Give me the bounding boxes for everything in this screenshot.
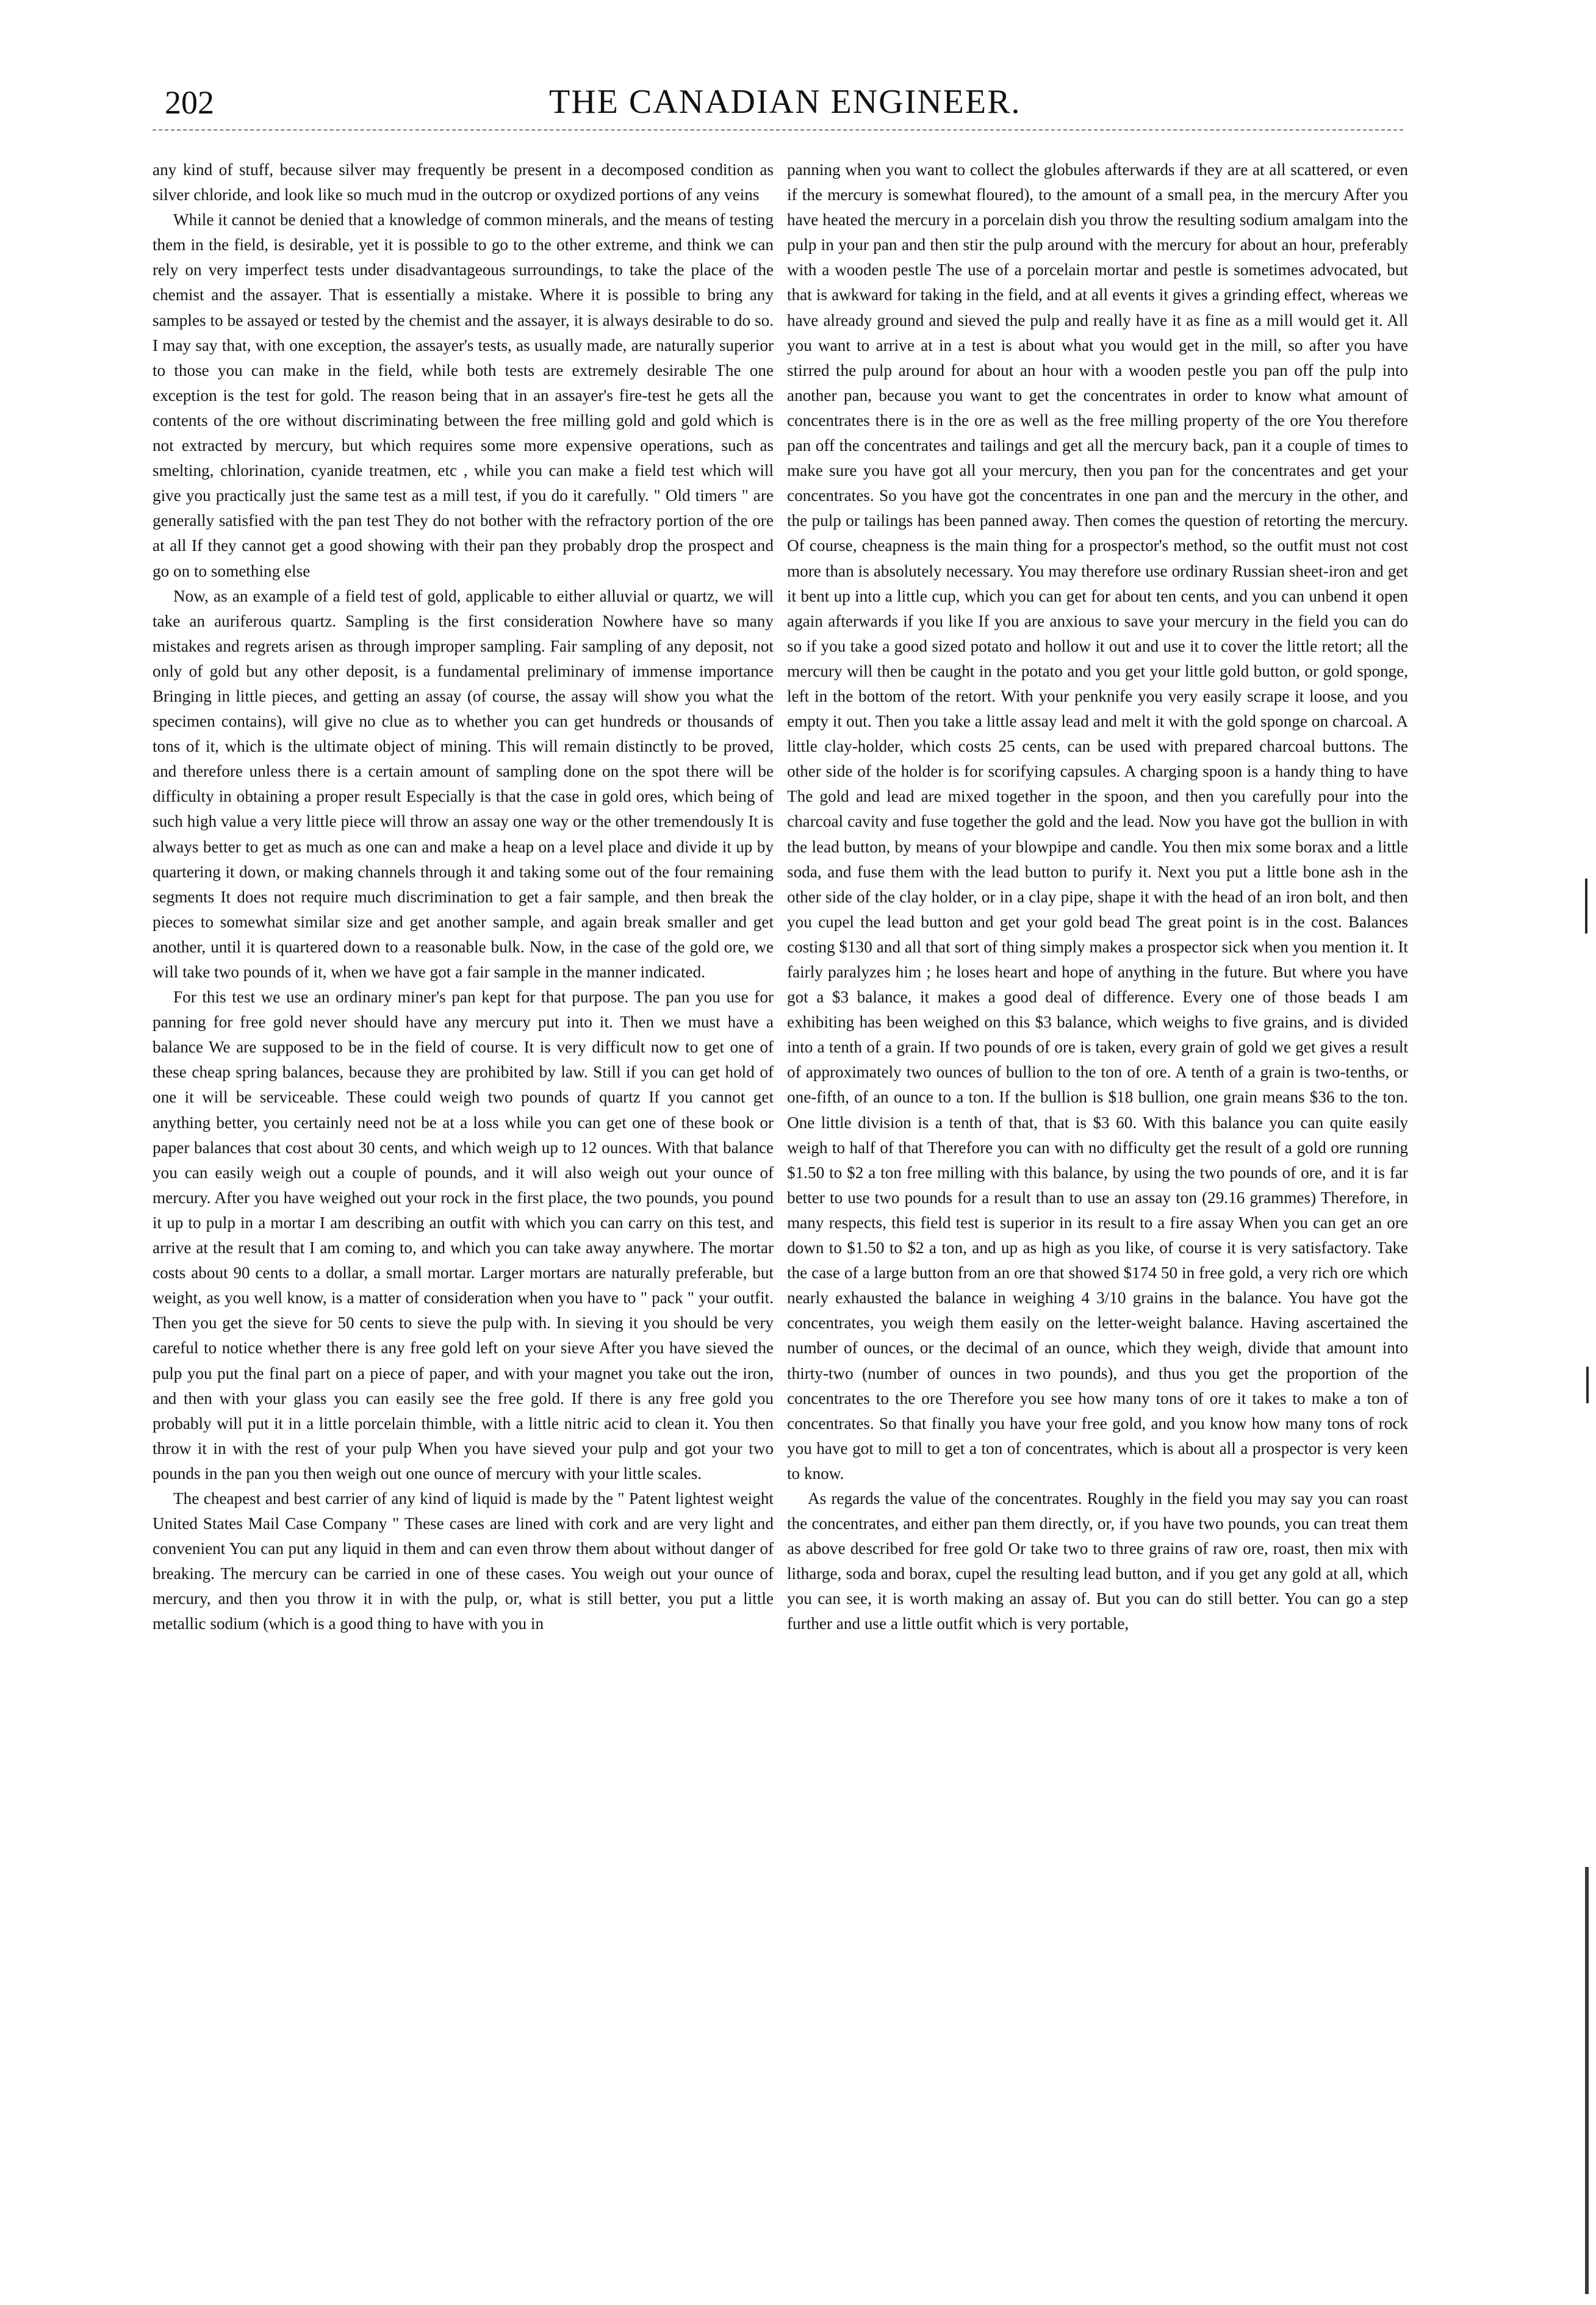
scan-margin-mark	[1585, 879, 1587, 933]
paragraph: Now, as an example of a field test of gold, applicable to either alluvial or quartz, we will take an auriferous quartz. Sampling is the first consideration Nowhere have so many mistakes and regrets arisen as through improper sampling. Fair sampling of any deposit, not only of gold but any other deposit, is a fundamental preliminary of immense importance Bringing in little pieces, and getting an assay (of course, the assay will show you what the specimen contains), will give no clue as to whether you can get hundreds or thousands of tons of it, which is the ultimate object of mining. This will remain distinctly to be proved, and therefore unless there is a certain amount of sampling done on the spot there will be difficulty in obtaining a proper result Especially is that the case in gold ores, which being of such high value a very little piece will throw an assay one way or the other tremendously It is always better to get as much as one can and make a heap on a level place and divide it up by quartering it down, or making channels through it and taking some out of the four remaining segments It does not require much discrimination to get a fair sample, and then break the pieces to somewhat similar size and get another sample, and again break smaller and get another, until it is quartered down to a reasonable bulk. Now, in the case of the gold ore, we will take two pounds of it, when we have got a fair sample in the manner indicated.	[153, 586, 774, 981]
paragraph: While it cannot be denied that a knowledge of common minerals, and the means of testing them in the field, is desirable, yet it is possible to go to the other extreme, and think we can rely on very imperfect tests under disadvantageous surroundings, to take the place of the chemist and the assayer. That is essentially a mistake. Where it is possible to bring any samples to be assayed or tested by the chemist and the assayer, it is always desirable to do so. I may say that, with one exception, the assayer's tests, as usually made, are naturally superior to those you can make in the field, while both tests are extremely desirable The one exception is the test for gold. The reason being that in an assayer's fire-test he gets all the contents of the ore without discriminating between the free milling gold and gold which is not extracted by mercury, but which requires some more expensive operations, such as smelting, chlorination, cyanide treatmen, etc , while you can make a field test which will give you practically just the same test as a mill test, if you do it carefully. " Old timers " are generally satisfied with the pan test They do not bother with the refractory portion of the ore at all If they cannot get a good showing with their pan they probably drop the prospect and go on to something else	[153, 210, 774, 580]
paragraph: As regards the value of the concentrates. Roughly in the field you may say you can roast the concentrates, and either pan them directly, or, if you have two pounds, you can treat them as above described for free gold Or take two to three grains of raw ore, roast, then mix with litharge, soda and borax, cupel the resulting lead button, and if you get any gold at all, which you can see, it is worth making an assay of. But you can do still better. You can go a step further and use a little outfit which is very portable,	[787, 1489, 1408, 1633]
scan-edge-shadow	[1585, 1867, 1589, 2294]
right-column	[787, 157, 1408, 1637]
header-rule	[153, 129, 1403, 131]
paragraph: The cheapest and best carrier of any kind of liquid is made by the " Patent lightest weight United States Mail Case Company " These cases are lined with cork and are very light and convenient You can put any liquid in them and can even throw them about without danger of breaking. The mercury can be carried in one of these cases. You weigh out your ounce of mercury, and then you throw it in with the pulp, or, what is still better, you put a little metallic sodium (which is a good thing to have with you in	[153, 1489, 774, 1633]
paragraph: any kind of stuff, because silver may frequently be present in a decomposed condition as silver chloride, and look like so much mud in the outcrop or oxydized portions of any veins	[153, 160, 774, 204]
page-number: 202	[165, 84, 214, 121]
left-column	[153, 157, 774, 1637]
paragraph: For this test we use an ordinary miner's pan kept for that purpose. The pan you use for panning for free gold never should have any mercury put into it. Then we must have a balance We are supposed to be in the field of course. It is very difficult now to get one of these cheap spring balances, because they are prohibited by law. Still if you can get hold of one it will be serviceable. These could weigh two pounds of quartz If you cannot get anything better, you certainly need not be at a loss while you can get one of these book or paper balances that cost about 30 cents, and which weigh up to 12 ounces. With that balance you can easily weigh out a couple of pounds, and it will also weigh out your ounce of mercury. After you have weighed out your rock in the first place, the two pounds, you pound it up to pulp in a mortar I am describing an outfit with which you can carry on this test, and arrive at the result that I am coming to, and which you can take away anywhere. The mortar costs about 90 cents to a dollar, a small mortar. Larger mortars are naturally preferable, but weight, as you well know, is a matter of consideration when you have to " pack " your outfit. Then you get the sieve for 50 cents to sieve the pulp with. In sieving it you should be very careful to notice whether there is any free gold left on your sieve After you have sieved the pulp you put the final part on a piece of paper, and with your magnet you take out the iron, and then with your glass you can easily see the free gold. If there is any free gold you probably will put it in a little porcelain thimble, with a little nitric acid to clean it. You then throw it in with the rest of your pulp When you have sieved your pulp and got your two pounds in the pan you then weigh out one ounce of mercury with your little scales.	[153, 988, 774, 1483]
paragraph: panning when you want to collect the globules afterwards if they are at all scattered, or even if the mercury is somewhat floured), to the amount of a small pea, in the mercury After you have heated the mercury in a porcelain dish you throw the resulting sodium amalgam into the pulp in your pan and then stir the pulp around with the mercury for about an hour, preferably with a wooden pestle The use of a porcelain mortar and pestle is sometimes advocated, but that is awkward for taking in the field, and at all events it gives a grinding effect, whereas we have already ground and sieved the pulp and really have it as fine as a mill would get it. All you want to arrive at in a test is about what you would get in the mill, so after you have stirred the pulp around for about an hour with a wooden pestle you pan off the pulp into another pan, because you want to get the concentrates in order to know what amount of concentrates there is in the ore as well as the free milling property of the ore You therefore pan off the concentrates and tailings and get all the mercury back, pan it a couple of times to make sure you have got all your mercury, then you pan for the concentrates and get your concentrates. So you have got the concentrates in one pan and the mercury in the other, and the pulp or tailings has been panned away. Then comes the question of retorting the mercury. Of course, cheapness is the main thing for a prospector's method, so the outfit must not cost more than is absolutely necessary. You may therefore use ordinary Russian sheet-iron and get it bent up into a little cup, which you can get for about ten cents, and you can unbend it open again afterwards if you like If you are anxious to save your mercury in the field you can do so if you take a good sized potato and hollow it out and use it to cover the little retort; all the mercury will then be caught in the potato and you get your little gold button, or gold sponge, left in the bottom of the retort. With your penknife you very easily scrape it loose, and you empty it out. Then you take a little assay lead and melt it with the gold sponge on charcoal. A little clay-holder, which costs 25 cents, can be used with prepared charcoal buttons. The other side of the holder is for scorifying capsules. A charging spoon is a handy thing to have The gold and lead are mixed together in the spoon, and then you carefully pour into the charcoal cavity and fuse together the gold and the lead. Now you have got the bullion in with the lead button, by means of your blowpipe and candle. You then mix some borax and a little soda, and fuse them with the lead button to purify it. Next you put a little bone ash in the other side of the clay holder, or in a clay pipe, shape it with the head of an iron bolt, and then you cupel the lead button and get your gold bead The great point is in the cost. Balances costing $130 and all that sort of thing simply makes a prospector sick when you mention it. It fairly paralyzes him ; he loses heart and hope of anything in the future. But where you have got a $3 balance, it makes a good deal of difference. Every one of those beads I am exhibiting has been weighed on this $3 balance, which weighs to five grains, and is divided into a tenth of a grain. If two pounds of ore is taken, every grain of gold we get gives a result of approximately two ounces of bullion to the ton of ore. A tenth of a grain is two-tenths, or one-fifth, of an ounce to a ton. If the bullion is $18 bullion, one grain means $36 to the ton. One little division is a tenth of that, that is $3 60. With this balance you can quite easily weigh to half of that Therefore you can with no difficulty get the result of a gold ore running $1.50 to $2 a ton free milling with this balance, by using the two pounds of ore, and it is far better to use two pounds for a result than to use an assay ton (29.16 grammes) Therefore, in many respects, this field test is superior in its result to a fire assay When you can get an ore down to $1.50 to $2 a ton, and up as high as you like, of course it is very satisfactory. Take the case of a large button from an ore that showed $174 50 in free gold, a very rich ore which nearly exhausted the balance in weighing 4 3/10 grains in the balance. You have got the concentrates, you weigh them easily on the letter-weight balance. Having ascertained the number of ounces, or the decimal of an ounce, which they weigh, divide that amount into thirty-two (number of ounces in two pounds), and thus you get the proportion of the concentrates to the ore Therefore you see how many tons of ore it takes to make a ton of concentrates. So that finally you have your free gold, and you know how many tons of rock you have got to mill to get a ton of concentrates, which is about all a prospector is very keen to know.	[787, 160, 1408, 1483]
running-head: THE CANADIAN ENGINEER.	[549, 83, 1021, 121]
scan-margin-mark	[1586, 1367, 1589, 1403]
